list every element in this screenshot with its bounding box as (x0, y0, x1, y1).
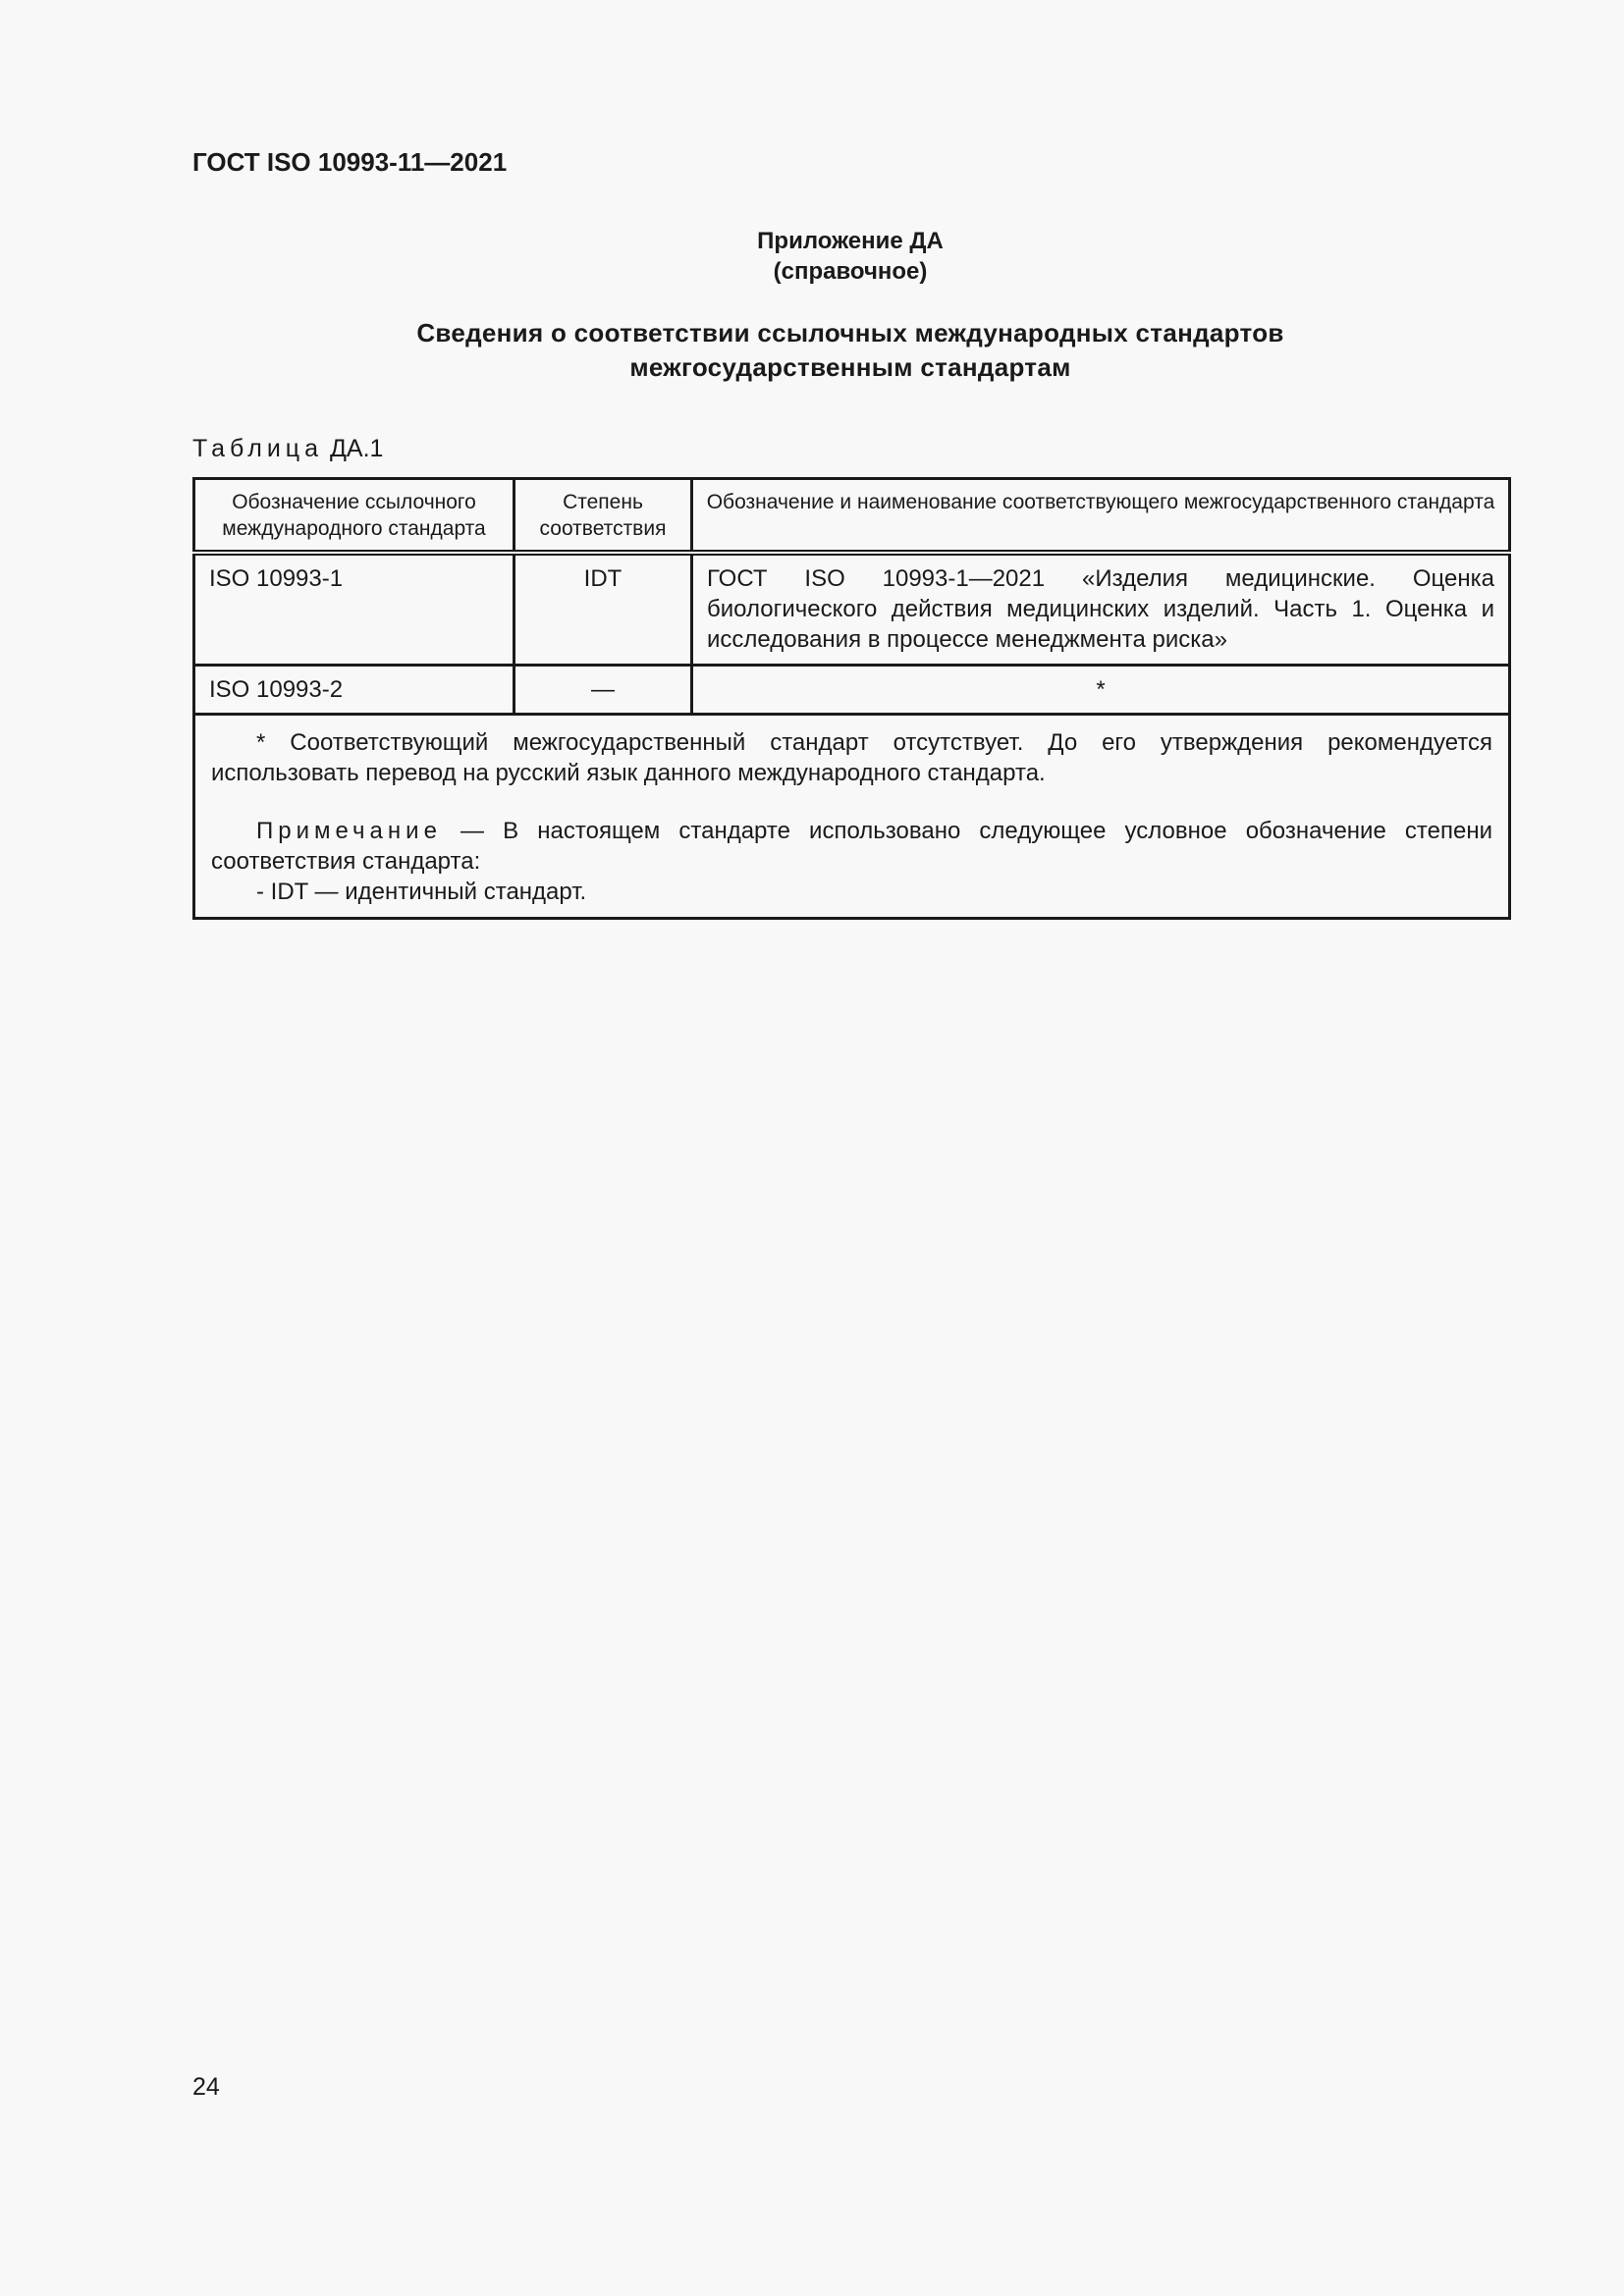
note-list-item: - IDT — идентичный стандарт. (256, 879, 587, 905)
page-number: 24 (192, 2073, 220, 2101)
note-label: Примечание (256, 818, 442, 844)
cell-national-standard: ГОСТ ISO 10993-1—2021 «Изделия медицинские. Оценка биологического действия медицинских изделий. Часть 1. Оценка и исследования в процессе менеджмента риска» (692, 553, 1510, 666)
appendix-title (192, 316, 1508, 385)
cell-intl-standard: ISO 10993-1 (194, 553, 514, 666)
table-note (211, 816, 1492, 877)
column-header-national-standard: Обозначение и наименование соответствующего межгосударственного стандарта (692, 479, 1510, 554)
table-row (194, 666, 1510, 715)
table-caption (192, 435, 383, 463)
column-header-degree: Степень соответствия (514, 479, 692, 554)
cell-intl-standard: ISO 10993-2 (194, 666, 514, 715)
table-row (194, 553, 1510, 666)
table-caption-word: Таблица (192, 435, 324, 462)
correspondence-table (192, 477, 1511, 920)
cell-national-standard: * (692, 666, 1510, 715)
appendix-title-line2: межгосударственным стандартам (629, 352, 1071, 382)
table-footnote: * Соответствующий межгосударственный стандарт отсутствует. До его утверждения рекомендуется использовать перевод на русский язык данного международного стандарта. (211, 729, 1492, 786)
column-header-intl-standard: Обозначение ссылочного международного стандарта (194, 479, 514, 554)
table-notes-cell (194, 715, 1510, 919)
cell-degree: IDT (514, 553, 692, 666)
table-caption-id: ДА.1 (329, 435, 384, 462)
note-text: — В настоящем стандарте использовано следующее условное обозначение степени соответствия стандарта: (211, 818, 1492, 875)
table-notes-row (194, 715, 1510, 919)
appendix-heading (192, 226, 1508, 287)
appendix-label: Приложение ДА (757, 228, 944, 254)
cell-degree: — (514, 666, 692, 715)
appendix-type: (справочное) (773, 258, 928, 285)
document-code: ГОСТ ISO 10993-11—2021 (192, 147, 508, 177)
table-header-row (194, 479, 1510, 554)
appendix-title-line1: Сведения о соответствии ссылочных международных стандартов (416, 318, 1284, 347)
